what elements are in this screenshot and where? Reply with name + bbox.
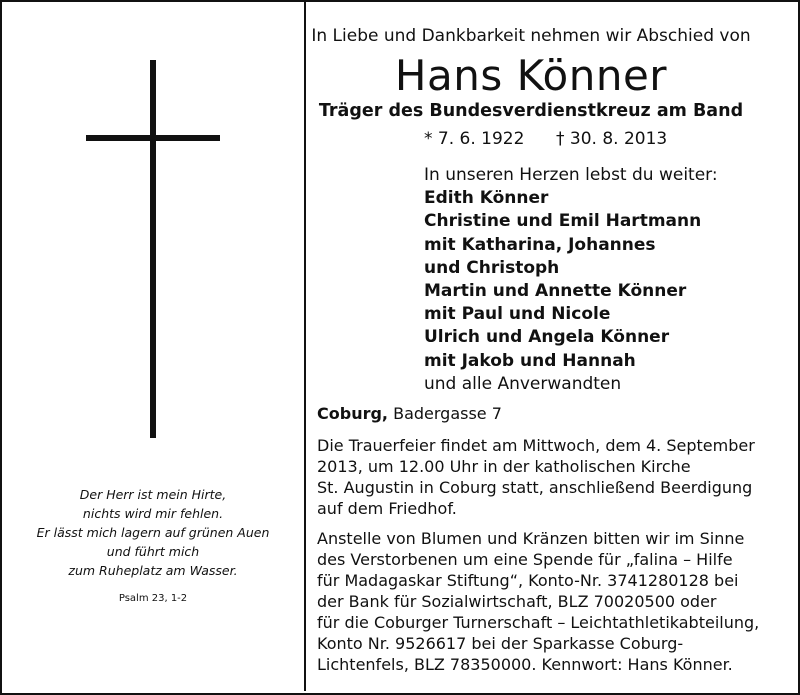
funeral-notice-line: Die Trauerfeier findet am Mittwoch, dem 4. September [317,436,755,455]
funeral-notice-line: auf dem Friedhof. [317,499,457,518]
mourner-name: Martin und Annette Könner [424,281,687,302]
donation-notice-line: des Verstorbenen um eine Spende für „falina – Hilfe [317,550,733,569]
psalm-line: und führt mich [106,544,200,559]
mourner-name: Christine und Emil Hartmann [424,211,702,232]
donation-notice-line: der Bank für Sozialwirtschaft, BLZ 70020500 oder [317,592,717,611]
funeral-notice-line: 2013, um 12.00 Uhr in der katholischen Kirche [317,457,691,476]
mourners-list [424,164,784,396]
psalm-line: nichts wird mir fehlen. [82,506,224,521]
psalm-quote [28,485,278,580]
donation-notice [317,528,787,675]
donation-notice-line: Anstelle von Blumen und Kränzen bitten wir im Sinne [317,529,745,548]
funeral-notice-line: St. Augustin in Coburg statt, anschließend Beerdigung [317,478,753,497]
mourners-intro: In unseren Herzen lebst du weiter: [424,165,718,185]
donation-notice-line: Lichtenfels, BLZ 78350000. Kennwort: Hans Könner. [317,655,733,674]
psalm-line: Der Herr ist mein Hirte, [79,487,227,502]
psalm-line: zum Ruheplatz am Wasser. [68,563,238,578]
donation-notice-line: für Madagaskar Stiftung“, Konto-Nr. 3741280128 bei [317,571,739,590]
death-date: † 30. 8. 2013 [556,129,668,149]
mourner-name: mit Paul und Nicole [424,304,611,325]
donation-notice-line: Konto Nr. 9526617 bei der Sparkasse Coburg- [317,634,684,653]
cross-icon-crossbar [86,135,220,141]
farewell-intro: In Liebe und Dankbarkeit nehmen wir Abschied von [311,26,751,46]
mourner-name: Edith Könner [424,188,549,209]
address-city: Coburg, [317,404,388,423]
mourner-name: Ulrich und Angela Könner [424,327,670,348]
mourner-name: mit Jakob und Hannah [424,350,636,371]
psalm-line: Er lässt mich lagern auf grünen Auen [36,525,270,540]
deceased-name: Hans Könner [394,51,668,100]
address [317,404,502,423]
psalm-reference: Psalm 23, 1-2 [118,593,188,604]
honor-title: Träger des Bundesverdienstkreuz am Band [318,101,744,121]
mourner-name: mit Katharina, Johannes [424,234,656,255]
cross-icon [150,60,156,438]
mourners-closing: und alle Anverwandten [424,373,622,394]
funeral-notice [317,435,787,519]
donation-notice-line: für die Coburger Turnerschaft – Leichtathletikabteilung, [317,613,760,632]
address-street: Badergasse 7 [393,404,502,423]
birth-date: * 7. 6. 1922 [424,129,525,149]
mourner-name: und Christoph [424,257,560,278]
